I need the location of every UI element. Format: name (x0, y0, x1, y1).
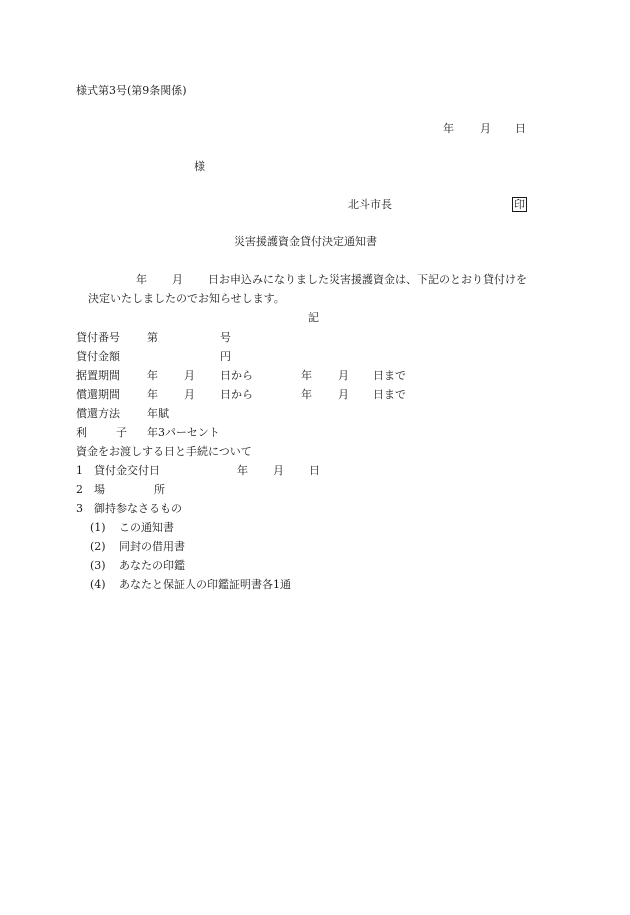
item2-label-b: 所 (154, 483, 165, 496)
subitem-text: この通知書 (119, 521, 174, 534)
repay-from-day: 日から (220, 388, 253, 401)
item2-number: 2 (76, 483, 83, 496)
subitem-text: 同封の借用書 (119, 540, 185, 553)
subitem-text: あなたと保証人の印鑑証明書各1通 (119, 578, 291, 591)
repay-from-month: 月 (184, 388, 195, 401)
repay-period-label: 償還期間 (76, 388, 120, 401)
item1-month: 月 (273, 464, 284, 477)
handover-heading: 資金をお渡しする日と手続について (76, 445, 252, 458)
repay-to-year: 年 (301, 388, 312, 401)
body-line2: 決定いたしましたのでお知らせします。 (88, 292, 285, 305)
document-title: 災害援護資金貸付決定通知書 (234, 235, 377, 248)
subitem-number: (2) (90, 540, 106, 553)
date-year: 年 (443, 122, 454, 135)
body-year: 年 (136, 273, 147, 286)
grace-to-month: 月 (338, 369, 349, 382)
repay-method-label: 償還方法 (76, 407, 120, 420)
loan-amount-unit: 円 (220, 350, 231, 363)
subitem-number: (4) (90, 578, 106, 591)
subitem-text: あなたの印鑑 (119, 559, 185, 572)
body-line1: 日お申込みになりました災害援護資金は、下記のとおり貸付けを (208, 273, 527, 286)
repay-to-month: 月 (338, 388, 349, 401)
repay-method-value: 年賦 (147, 407, 169, 420)
item3-label: 御持参なさるもの (94, 502, 182, 515)
repay-from-year: 年 (147, 388, 158, 401)
item1-year: 年 (237, 464, 248, 477)
date-month: 月 (480, 122, 491, 135)
body-month: 月 (172, 273, 183, 286)
form-label: 様式第3号(第9条関係) (76, 84, 187, 97)
loan-number-label: 貸付番号 (76, 331, 120, 344)
item1-label: 貸付金交付日 (94, 464, 160, 477)
grace-to-day: 日まで (373, 369, 406, 382)
grace-from-year: 年 (147, 369, 158, 382)
interest-label-a: 利 (76, 426, 87, 439)
interest-label-b: 子 (116, 426, 127, 439)
item3-number: 3 (76, 502, 83, 515)
loan-number-go: 号 (220, 331, 231, 344)
grace-from-day: 日から (220, 369, 253, 382)
item2-label-a: 場 (94, 483, 105, 496)
repay-to-day: 日まで (373, 388, 406, 401)
item1-number: 1 (76, 464, 83, 477)
grace-from-month: 月 (184, 369, 195, 382)
loan-number-dai: 第 (147, 331, 158, 344)
subitem-number: (1) (90, 521, 106, 534)
addressee-suffix: 様 (194, 160, 205, 173)
item1-day: 日 (309, 464, 320, 477)
issuer-name: 北斗市長 (348, 198, 392, 211)
grace-to-year: 年 (301, 369, 312, 382)
ki-mark: 記 (308, 311, 319, 324)
grace-period-label: 据置期間 (76, 369, 120, 382)
date-day: 日 (515, 122, 526, 135)
interest-value: 年3パーセント (147, 426, 220, 439)
seal-mark: 印 (514, 198, 525, 211)
loan-amount-label: 貸付金額 (76, 350, 120, 363)
subitem-number: (3) (90, 559, 106, 572)
